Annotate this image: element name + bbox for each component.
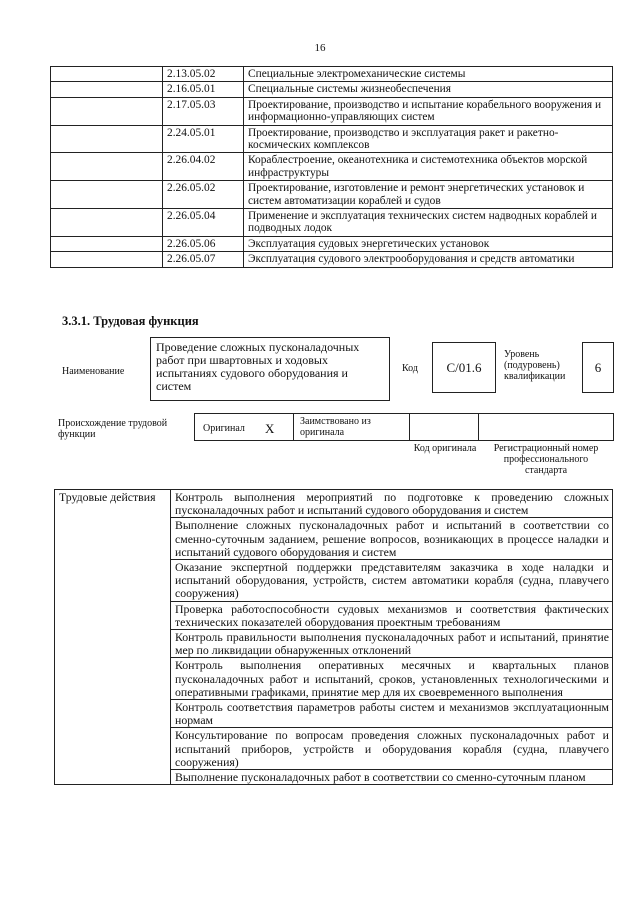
blank-cell bbox=[51, 181, 163, 209]
blank-cell bbox=[51, 125, 163, 153]
specialty-name: Проектирование, производство и испытание корабельного вооружения и информационно-управляющих систем bbox=[244, 97, 613, 125]
code-original-label: Код оригинала bbox=[413, 443, 477, 454]
specialty-code: 2.26.05.02 bbox=[163, 181, 244, 209]
section-title: 3.3.1. Трудовая функция bbox=[62, 314, 199, 328]
specialty-name: Эксплуатация судовых энергетических установок bbox=[244, 236, 613, 251]
labor-action-item: Консультирование по вопросам проведения сложных пусконаладочных работ и испытаний приборов, устройств и оборудования корабля (судна, плавучего сооружения) bbox=[171, 728, 613, 770]
blank-cell bbox=[51, 236, 163, 251]
code-label: Код bbox=[402, 363, 418, 374]
labor-action-item: Контроль выполнения оперативных месячных и квартальных планов пусконаладочных работ и испытаний, сроков, установленных технологическими и оперативными графиками, принятие мер для их своевременного выполнения bbox=[171, 658, 613, 700]
qualification-level: 6 bbox=[582, 342, 614, 393]
specialty-name: Кораблестроение, океанотехника и системотехника объектов морской инфраструктуры bbox=[244, 153, 613, 181]
specialty-code: 2.26.05.07 bbox=[163, 252, 244, 267]
table-row bbox=[51, 67, 613, 82]
original-mark: X bbox=[265, 421, 275, 436]
labor-action-item: Проверка работоспособности судовых механизмов и соответствия фактических технических показателей оборудования проектным требованиям bbox=[171, 601, 613, 629]
specialty-code: 2.17.05.03 bbox=[163, 97, 244, 125]
borrowed-label: Заимствовано из оригинала bbox=[300, 416, 371, 438]
borrowed-cell bbox=[293, 413, 410, 441]
specialty-name: Эксплуатация судового электрооборудования и средств автоматики bbox=[244, 252, 613, 267]
specialty-name: Специальные системы жизнеобеспечения bbox=[244, 82, 613, 97]
table-row bbox=[51, 82, 613, 97]
function-name: Проведение сложных пусконаладочных работ при швартовных и ходовых испытаниях судового оборудования и систем bbox=[150, 337, 390, 401]
reg-number-label: Регистрационный номер профессионального стандарта bbox=[493, 443, 599, 476]
specialty-name: Проектирование, производство и эксплуатация ракет и ракетно-космических комплексов bbox=[244, 125, 613, 153]
labor-actions-label: Трудовые действия bbox=[55, 490, 171, 785]
name-label: Наименование bbox=[62, 366, 125, 377]
specialty-code: 2.24.05.01 bbox=[163, 125, 244, 153]
specialty-name: Проектирование, изготовление и ремонт энергетических установок и систем автоматизации кораблей и судов bbox=[244, 181, 613, 209]
original-label: Оригинал bbox=[203, 423, 245, 434]
table-row bbox=[51, 125, 613, 153]
page-number: 16 bbox=[314, 42, 326, 54]
blank-cell bbox=[51, 82, 163, 97]
blank-cell bbox=[51, 209, 163, 237]
code-original-cell bbox=[409, 413, 479, 441]
specialty-code: 2.26.04.02 bbox=[163, 153, 244, 181]
labor-action-item: Контроль правильности выполнения пусконаладочных работ и испытаний, принятие мер по ликвидации обнаруженных отклонений bbox=[171, 630, 613, 658]
labor-action-item: Контроль выполнения мероприятий по подготовке к проведению сложных пусконаладочных работ и испытаний судового оборудования и систем bbox=[171, 490, 613, 518]
specialty-name: Специальные электромеханические системы bbox=[244, 67, 613, 82]
specialties-table bbox=[50, 66, 613, 268]
labor-action-item: Контроль соответствия параметров работы систем и механизмов эксплуатационным нормам bbox=[171, 700, 613, 728]
specialty-code: 2.26.05.04 bbox=[163, 209, 244, 237]
specialty-code: 2.26.05.06 bbox=[163, 236, 244, 251]
table-row bbox=[51, 181, 613, 209]
reg-number-cell bbox=[478, 413, 614, 441]
table-row bbox=[55, 490, 613, 518]
specialty-name: Применение и эксплуатация технических систем надводных кораблей и подводных лодок bbox=[244, 209, 613, 237]
labor-action-item: Выполнение пусконаладочных работ в соответствии со сменно-суточным планом bbox=[171, 770, 613, 785]
function-code: C/01.6 bbox=[432, 342, 496, 393]
labor-actions-table bbox=[54, 489, 613, 785]
level-label: Уровень (подуровень) квалификации bbox=[504, 349, 566, 382]
blank-cell bbox=[51, 252, 163, 267]
labor-action-item: Выполнение сложных пусконаладочных работ и испытаний в соответствии со сменно-суточным заданием, решение вопросов, возникающих в процессе наладки и испытаний судового оборудования и систем bbox=[171, 518, 613, 560]
specialty-code: 2.13.05.02 bbox=[163, 67, 244, 82]
blank-cell bbox=[51, 97, 163, 125]
table-row bbox=[51, 252, 613, 267]
original-cell bbox=[194, 413, 294, 441]
table-row bbox=[51, 209, 613, 237]
table-row bbox=[51, 153, 613, 181]
blank-cell bbox=[51, 153, 163, 181]
specialty-code: 2.16.05.01 bbox=[163, 82, 244, 97]
labor-action-item: Оказание экспертной поддержки представителям заказчика в ходе наладки и испытаний оборудования, устройств, систем автоматики корабля (судна, плавучего сооружения) bbox=[171, 560, 613, 602]
blank-cell bbox=[51, 67, 163, 82]
table-row bbox=[51, 97, 613, 125]
origin-label: Происхождение трудовой функции bbox=[58, 418, 168, 440]
table-row bbox=[51, 236, 613, 251]
